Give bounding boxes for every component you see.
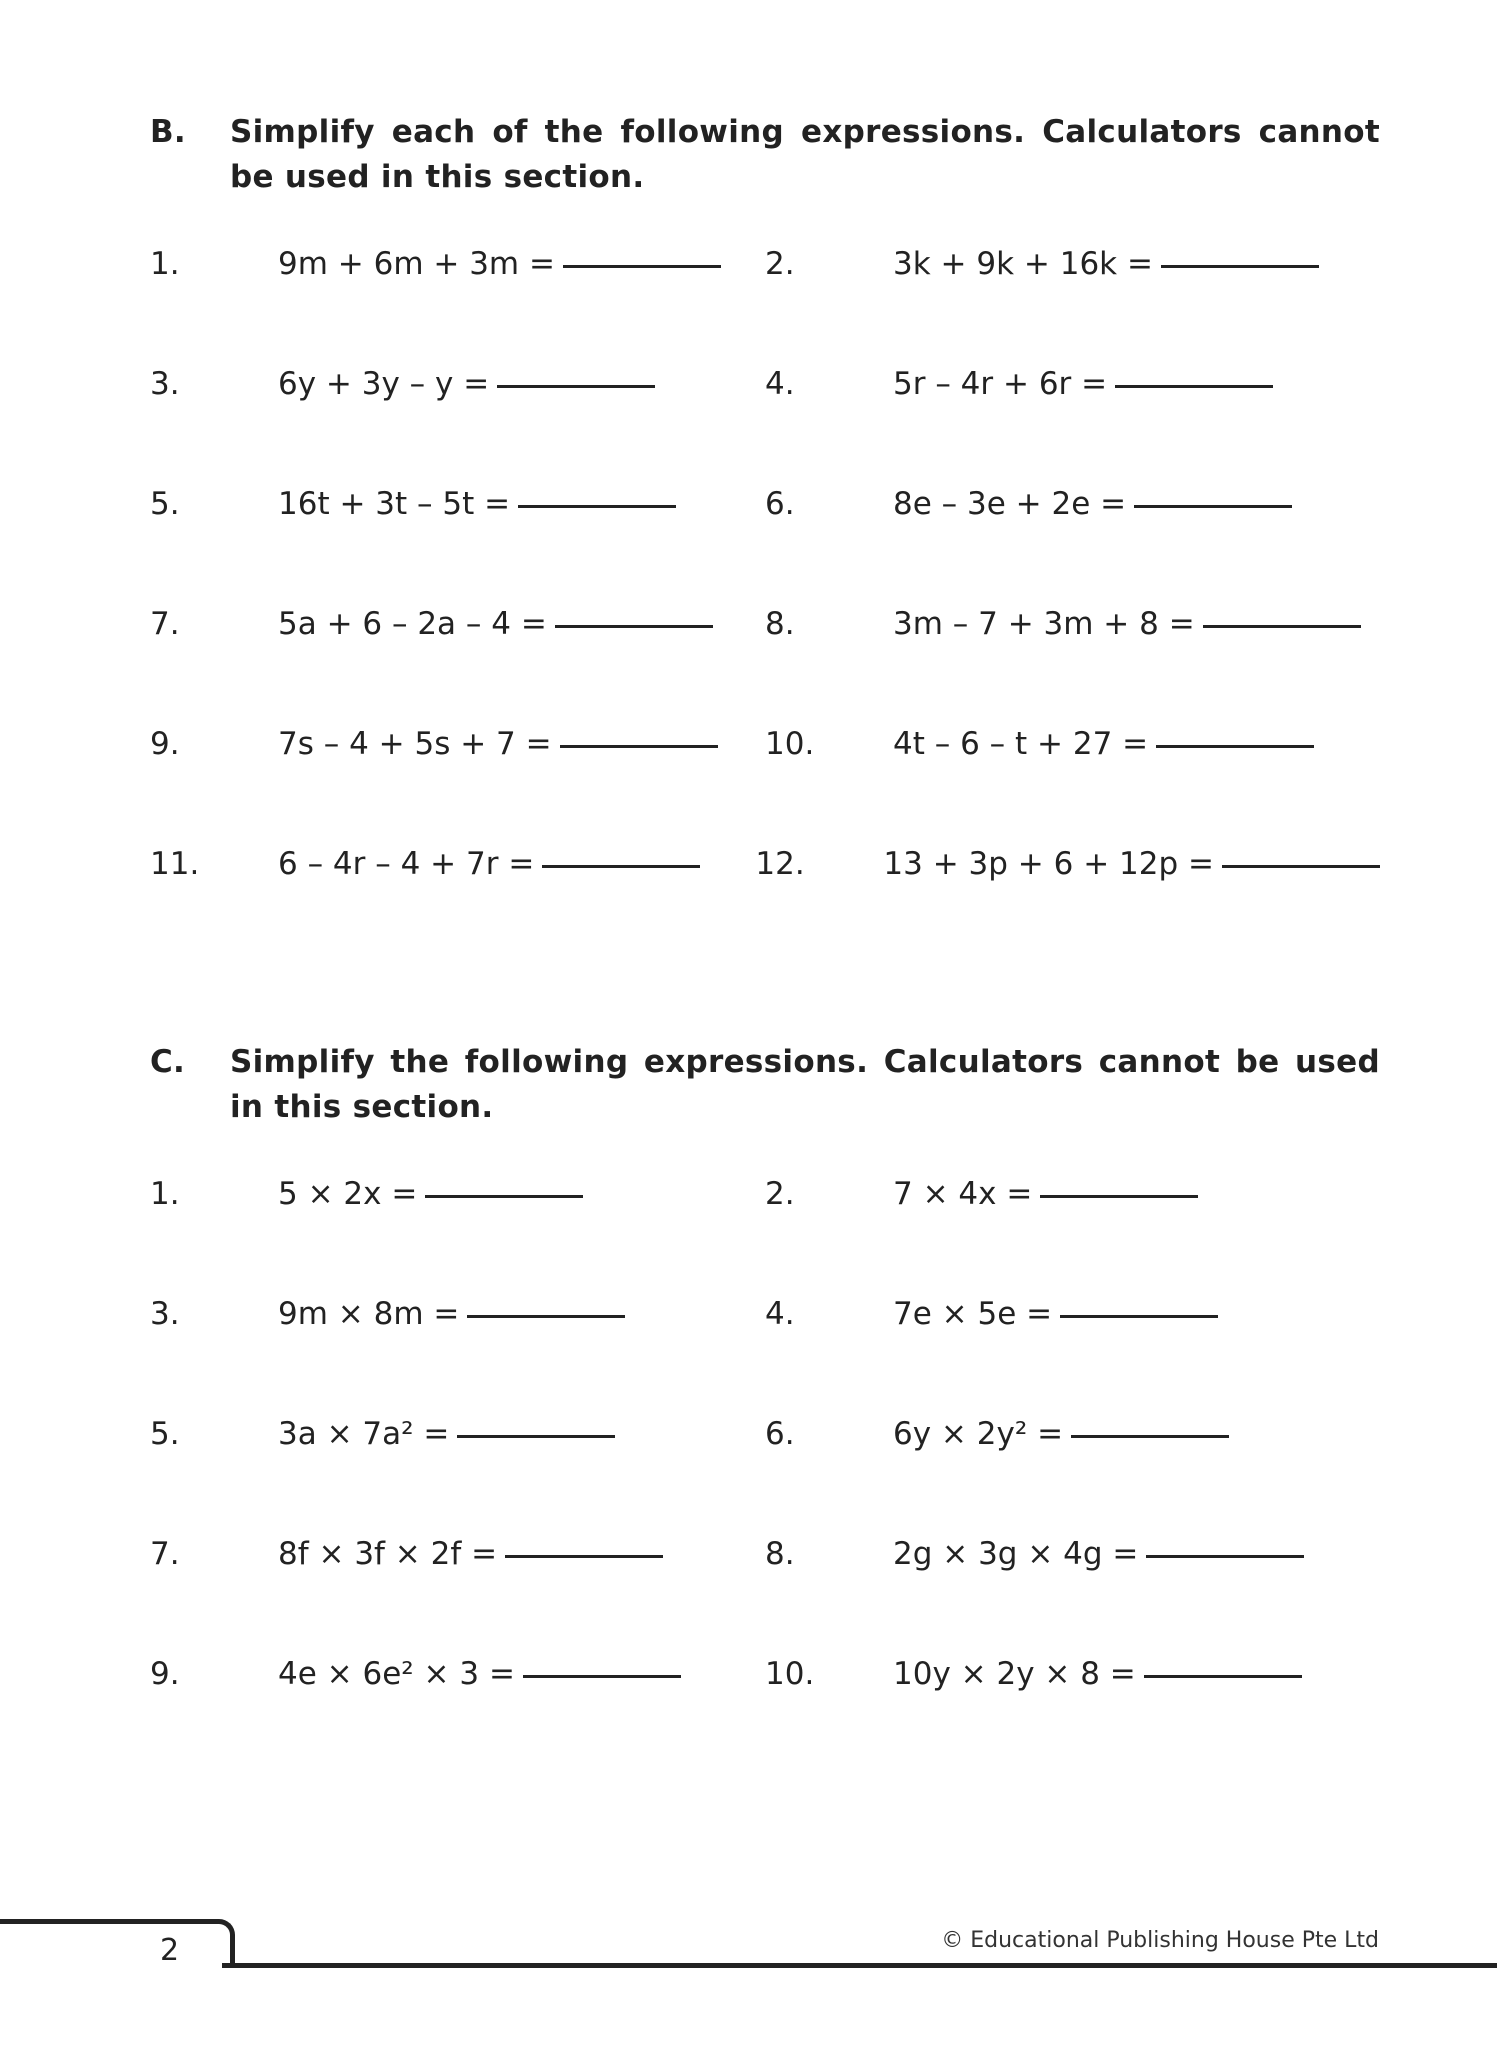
answer-blank[interactable] bbox=[1060, 1315, 1218, 1318]
problem-row bbox=[150, 484, 1380, 604]
problem-expression: 3k + 9k + 16k = bbox=[893, 246, 1153, 282]
answer-blank[interactable] bbox=[542, 865, 700, 868]
problem bbox=[765, 1174, 1380, 1214]
problem-expression: 5a + 6 – 2a – 4 = bbox=[278, 606, 547, 642]
problem-expression: 6y + 3y – y = bbox=[278, 366, 490, 402]
problem-row bbox=[150, 724, 1380, 844]
problem-expression: 10y × 2y × 8 = bbox=[893, 1656, 1136, 1692]
problem-row bbox=[150, 844, 1380, 964]
problem-expression: 3m – 7 + 3m + 8 = bbox=[893, 606, 1195, 642]
problem bbox=[755, 844, 1380, 884]
answer-blank[interactable] bbox=[518, 505, 676, 508]
footer-rule-corner bbox=[208, 1919, 235, 1968]
problem-number: 8. bbox=[765, 606, 795, 642]
problem-number: 1. bbox=[150, 1176, 180, 1212]
problem-row bbox=[150, 1654, 1380, 1774]
problem-number: 2. bbox=[765, 1176, 795, 1212]
problem bbox=[765, 1534, 1380, 1574]
section-c-problems bbox=[150, 1174, 1380, 1774]
problem-expression: 5 × 2x = bbox=[278, 1176, 418, 1212]
section-b bbox=[150, 110, 1380, 964]
answer-blank[interactable] bbox=[523, 1675, 681, 1678]
problem-expression: 7s – 4 + 5s + 7 = bbox=[278, 726, 552, 762]
problem-number: 5. bbox=[150, 1416, 180, 1452]
answer-blank[interactable] bbox=[563, 265, 721, 268]
footer-rule-left bbox=[0, 1919, 216, 1924]
answer-blank[interactable] bbox=[1161, 265, 1319, 268]
section-c-instruction: Simplify the following expressions. Calculators cannot be used in this section. bbox=[230, 1044, 1380, 1125]
section-b-letter: B. bbox=[150, 114, 187, 150]
problem bbox=[150, 844, 755, 884]
problem bbox=[150, 1294, 765, 1334]
answer-blank[interactable] bbox=[555, 625, 713, 628]
answer-blank[interactable] bbox=[497, 385, 655, 388]
problem-number: 2. bbox=[765, 246, 795, 282]
problem-number: 9. bbox=[150, 726, 180, 762]
problem-expression: 9m + 6m + 3m = bbox=[278, 246, 555, 282]
answer-blank[interactable] bbox=[1115, 385, 1273, 388]
problem bbox=[150, 244, 765, 284]
problem-number: 3. bbox=[150, 1296, 180, 1332]
problem-number: 4. bbox=[765, 1296, 795, 1332]
problem-number: 10. bbox=[765, 726, 815, 762]
problem bbox=[765, 1654, 1380, 1694]
problem-expression: 4t – 6 – t + 27 = bbox=[893, 726, 1149, 762]
section-b-heading bbox=[150, 110, 1380, 200]
problem bbox=[150, 1174, 765, 1214]
section-b-instruction: Simplify each of the following expressions. Calculators cannot be used in this section. bbox=[230, 114, 1380, 195]
problem bbox=[150, 1534, 765, 1574]
copyright-notice: © Educational Publishing House Pte Ltd bbox=[941, 1928, 1379, 1953]
problem-expression: 4e × 6e² × 3 = bbox=[278, 1656, 515, 1692]
problem-row bbox=[150, 364, 1380, 484]
problem bbox=[765, 604, 1380, 644]
answer-blank[interactable] bbox=[505, 1555, 663, 1558]
answer-blank[interactable] bbox=[1040, 1195, 1198, 1198]
problem-expression: 2g × 3g × 4g = bbox=[893, 1536, 1139, 1572]
section-b-problems bbox=[150, 244, 1380, 964]
problem bbox=[765, 1414, 1380, 1454]
problem-number: 10. bbox=[765, 1656, 815, 1692]
problem-expression: 6 – 4r – 4 + 7r = bbox=[278, 846, 535, 882]
answer-blank[interactable] bbox=[457, 1435, 615, 1438]
answer-blank[interactable] bbox=[1203, 625, 1361, 628]
problem-expression: 7e × 5e = bbox=[893, 1296, 1053, 1332]
section-c bbox=[150, 1040, 1380, 1774]
problem bbox=[150, 724, 765, 764]
problem bbox=[150, 1654, 765, 1694]
footer-rule-bottom bbox=[222, 1963, 1497, 1968]
problem-number: 4. bbox=[765, 366, 795, 402]
problem bbox=[765, 724, 1380, 764]
problem-expression: 16t + 3t – 5t = bbox=[278, 486, 511, 522]
answer-blank[interactable] bbox=[1071, 1435, 1229, 1438]
answer-blank[interactable] bbox=[1156, 745, 1314, 748]
problem bbox=[150, 364, 765, 404]
answer-blank[interactable] bbox=[560, 745, 718, 748]
problem bbox=[765, 244, 1380, 284]
problem bbox=[765, 364, 1380, 404]
problem-number: 6. bbox=[765, 1416, 795, 1452]
section-c-letter: C. bbox=[150, 1044, 186, 1080]
problem-number: 12. bbox=[755, 846, 805, 882]
answer-blank[interactable] bbox=[425, 1195, 583, 1198]
page-number: 2 bbox=[160, 1933, 180, 1968]
problem-expression: 3a × 7a² = bbox=[278, 1416, 450, 1452]
answer-blank[interactable] bbox=[467, 1315, 625, 1318]
answer-blank[interactable] bbox=[1146, 1555, 1304, 1558]
problem-row bbox=[150, 1294, 1380, 1414]
problem-row bbox=[150, 1174, 1380, 1294]
answer-blank[interactable] bbox=[1222, 865, 1380, 868]
problem-number: 1. bbox=[150, 246, 180, 282]
problem-number: 6. bbox=[765, 486, 795, 522]
problem bbox=[150, 484, 765, 524]
answer-blank[interactable] bbox=[1144, 1675, 1302, 1678]
problem-row bbox=[150, 1534, 1380, 1654]
problem-number: 8. bbox=[765, 1536, 795, 1572]
problem-number: 7. bbox=[150, 1536, 180, 1572]
problem-expression: 13 + 3p + 6 + 12p = bbox=[883, 846, 1214, 882]
answer-blank[interactable] bbox=[1134, 505, 1292, 508]
problem-number: 9. bbox=[150, 1656, 180, 1692]
problem bbox=[150, 1414, 765, 1454]
problem-number: 11. bbox=[150, 846, 200, 882]
problem-expression: 8e – 3e + 2e = bbox=[893, 486, 1127, 522]
problem bbox=[765, 484, 1380, 524]
problem-expression: 7 × 4x = bbox=[893, 1176, 1033, 1212]
problem-row bbox=[150, 244, 1380, 364]
problem-expression: 9m × 8m = bbox=[278, 1296, 460, 1332]
problem bbox=[150, 604, 765, 644]
problem-expression: 6y × 2y² = bbox=[893, 1416, 1064, 1452]
section-c-heading bbox=[150, 1040, 1380, 1130]
problem-expression: 8f × 3f × 2f = bbox=[278, 1536, 498, 1572]
problem-number: 3. bbox=[150, 366, 180, 402]
problem-row bbox=[150, 604, 1380, 724]
problem-number: 7. bbox=[150, 606, 180, 642]
problem-number: 5. bbox=[150, 486, 180, 522]
problem bbox=[765, 1294, 1380, 1334]
problem-row bbox=[150, 1414, 1380, 1534]
problem-expression: 5r – 4r + 6r = bbox=[893, 366, 1108, 402]
